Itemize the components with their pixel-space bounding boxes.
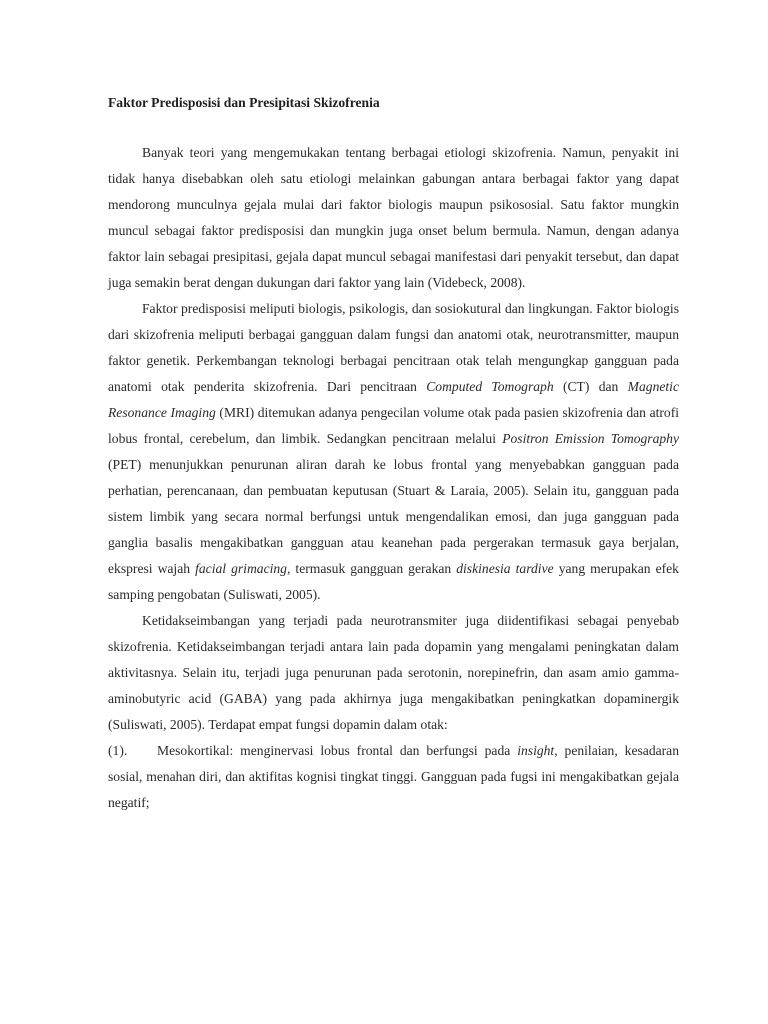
italic-term: insight — [517, 743, 555, 758]
text-run: (CT) dan — [553, 379, 628, 394]
page-title: Faktor Predisposisi dan Presipitasi Skizofrenia — [108, 95, 380, 110]
text-run: Ketidakseimbangan yang terjadi pada neurotransmiter juga diidentifikasi sebagai penyebab skizofrenia. Ketidakseimbangan terjadi antara lain pada dopamin yang mengalami peningkatan dalam aktivitasnya. Selain itu, terjadi juga penurunan pada serotonin, norepinefrin, dan asam amio gamma-aminobutyric acid (GABA) yang pada akhirnya juga mengakibatkan peningkatkan dopaminergik (Suliswati, 2005). Terdapat empat fungsi dopamin dalam otak: — [108, 613, 679, 732]
paragraph-3 — [108, 608, 679, 738]
text-run: yang merupakan efek samping pengobatan (Suliswati, 2005). — [108, 561, 679, 602]
text-run: Banyak teori yang mengemukakan tentang berbagai etiologi skizofrenia. Namun, penyakit ini tidak hanya disebabkan oleh satu etiologi melainkan gabungan antara berbagai faktor yang dapat mendorong munculnya gejala mulai dari faktor biologis maupun psikososial. Satu faktor mungkin muncul sebagai faktor predisposisi dan mungkin juga onset belum bermula. Namun, dengan adanya faktor lain sebagai presipitasi, gejala dapat muncul sebagai manifestasi dari penyakit tersebut, dan dapat juga semakin berat dengan dukungan dari faktor yang lain (Videbeck, 2008). — [108, 145, 679, 290]
italic-term: facial grimacing, — [195, 561, 291, 576]
paragraph-1 — [108, 140, 679, 296]
document-page — [108, 93, 679, 816]
italic-term: Positron Emission Tomography — [502, 431, 679, 446]
text-run: (PET) menunjukkan penurunan aliran darah ke lobus frontal yang menyebabkan gangguan pada perhatian, perencanaan, dan pembuatan keputusan (Stuart & Laraia, 2005). Selain itu, gangguan pada sistem limbik yang secara normal berfungsi untuk mengendalikan emosi, dan juga gangguan pada ganglia basalis mengakibatkan gangguan atau keanehan pada pergerakan termasuk gaya berjalan, ekspresi wajah — [108, 457, 679, 576]
italic-term: diskinesia tardive — [456, 561, 554, 576]
text-run: Faktor predisposisi meliputi biologis, psikologis, dan sosiokutural dan lingkungan. Faktor biologis dari skizofrenia meliputi berbagai gangguan dalam fungsi dan anatomi otak, neurotransmitter, maupun faktor genetik. Perkembangan teknologi berbagai pencitraan otak telah mengungkap gangguan pada anatomi otak penderita skizofrenia. Dari pencitraan — [108, 301, 679, 394]
list-item-number: (1). — [108, 743, 128, 758]
list-item-text — [108, 743, 679, 810]
text-run: termasuk gangguan gerakan — [290, 561, 457, 576]
text-run: Mesokortikal: menginervasi lobus frontal dan berfungsi pada — [157, 743, 518, 758]
text-run: (MRI) ditemukan adanya pengecilan volume otak pada pasien skizofrenia dan atrofi lobus frontal, cerebelum, dan limbik. Sedangkan pencitraan melalui — [108, 405, 680, 446]
italic-term: Computed Tomograph — [426, 379, 554, 394]
italic-term: Magnetic Resonance Imaging — [108, 379, 679, 420]
paragraph-2 — [108, 296, 679, 608]
list-item — [108, 738, 679, 816]
text-run: , penilaian, kesadaran sosial, menahan diri, dan aktifitas kognisi tingkat tinggi. Gangguan pada fugsi ini mengakibatkan gejala negatif; — [108, 743, 680, 810]
